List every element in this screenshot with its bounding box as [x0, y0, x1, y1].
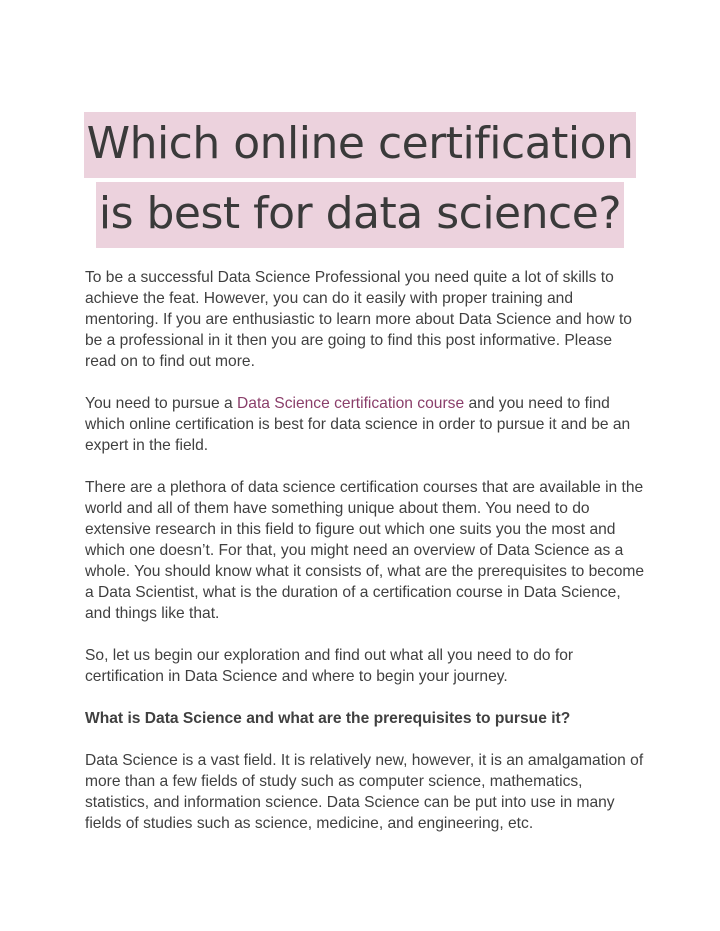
article-body [85, 267, 645, 855]
plethora-paragraph: There are a plethora of data science certification courses that are available in the world and all of them have something unique about them. You need to do extensive research in this field to figure out which one suits you the most and which one doesn’t. For that, you might need an overview of Data Science as a whole. You should know what it consists of, what are the prerequisites to become a Data Scientist, what is the duration of a certification course in Data Science, and things like that. [85, 479, 645, 622]
exploration-paragraph: So, let us begin our exploration and find out what all you need to do for certification in Data Science and where to begin your journey. [85, 647, 574, 685]
page-title [0, 112, 720, 252]
intro-paragraph: To be a successful Data Science Professional you need quite a lot of skills to achieve the feat. However, you can do it easily with proper training and mentoring. If you are enthusiastic to learn more about Data Science and how to be a professional in it then you are going to find this post informative. Please read on to find out more. [85, 269, 632, 370]
certification-paragraph [85, 393, 645, 456]
data-science-paragraph: Data Science is a vast field. It is relatively new, however, it is an amalgamation of more than a few fields of study such as computer science, mathematics, statistics, and information science. Data Science can be put into use in many fields of studies such as science, medicine, and engineering, etc. [85, 752, 644, 832]
section-heading: What is Data Science and what are the prerequisites to pursue it? [85, 710, 571, 727]
title-line-2: is best for data science? [96, 182, 624, 248]
certification-course-link[interactable]: Data Science certification course [237, 395, 465, 412]
certification-text-after: and you need to find which online certification is best for data science in order to pursue it and be an expert in the field. [85, 395, 631, 454]
title-line-1: Which online certification [84, 112, 637, 178]
certification-text-before: You need to pursue a [85, 395, 238, 412]
